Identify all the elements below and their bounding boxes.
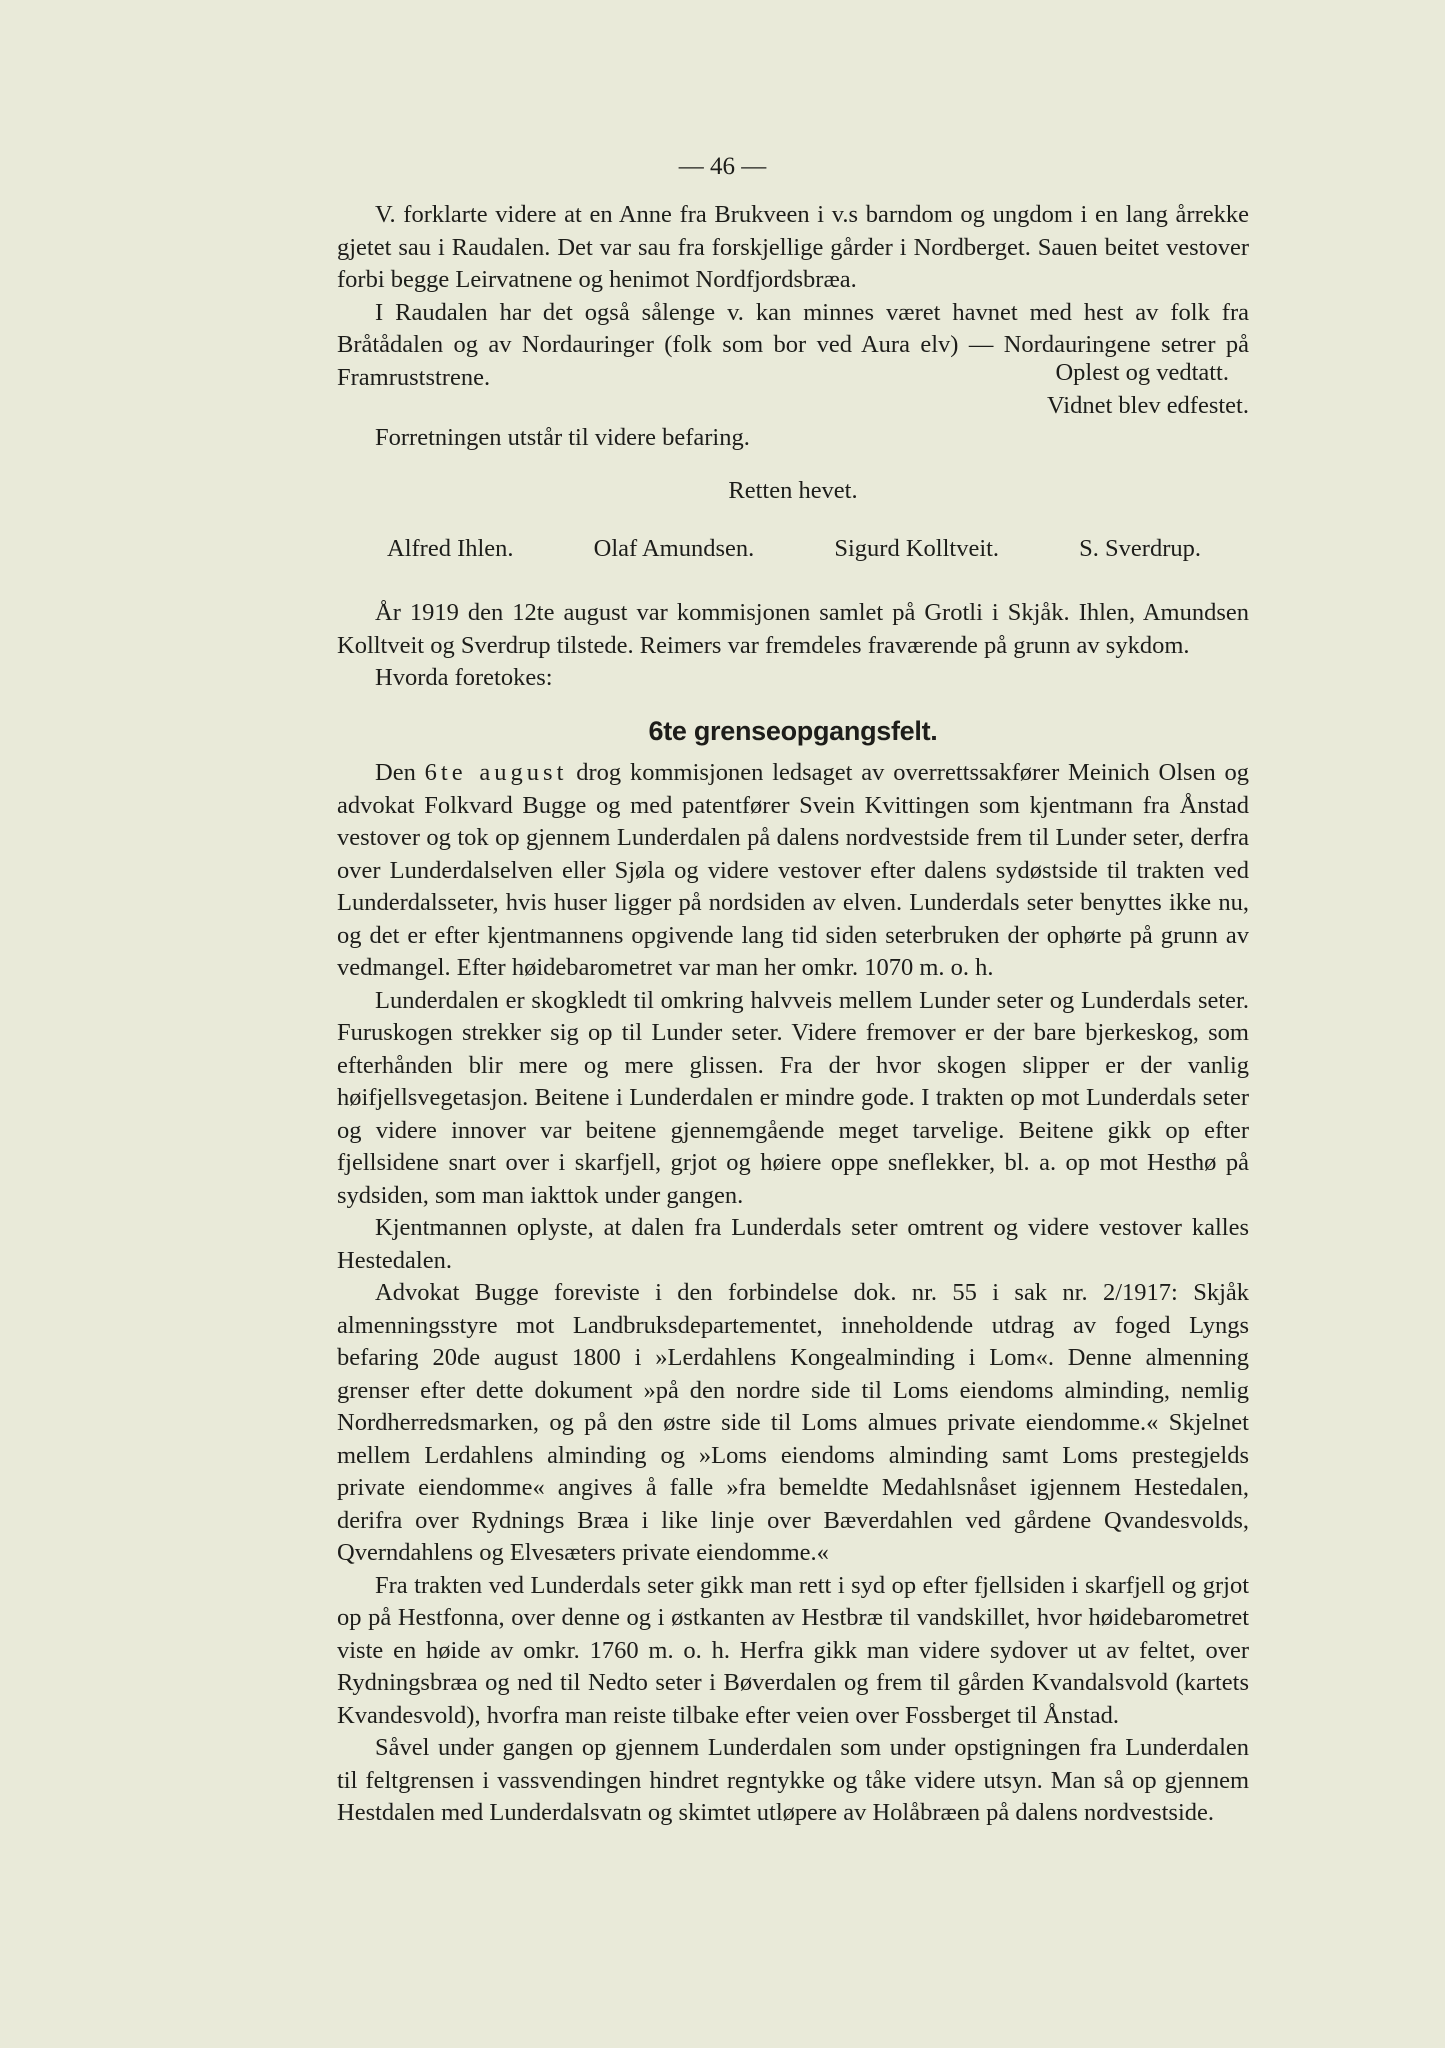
text-rest: drog kommisjonen ledsaget av overrettssakfører Meinich Olsen og advokat Folkvard Bugge og med patentfører Svein Kvittingen som kjentmann fra Ånstad vestover og tok op gjennem Lunderdalen på dalens nordvestside frem til Lunder seter, derfra over Lunderdalselven eller Sjøla og videre vestover efter dalens sydøstside til trakten ved Lunderdalsseter, hvis huser ligger på nordsiden av elven. Lunderdals seter benyttes ikke nu, og det er efter kjentmannens opgivende lang tid siden seterbruken der ophørte på grunn av vedmangel. Efter høidebarometret var man her omkr. 1070 m. o. h. — [337, 759, 1250, 981]
paragraph: Kjentmannen oplyste, at dalen fra Lunderdals seter omtrent og videre vestover kalles Hestedalen. — [337, 1214, 1249, 1274]
paragraph — [337, 757, 1249, 985]
signature: S. Sverdrup. — [1079, 535, 1201, 562]
paragraph: År 1919 den 12te august var kommisjonen samlet på Grotli i Skjåk. Ihlen, Amundsen Kolltveit og Sverdrup tilstede. Reimers var fremdeles fraværende på grunn av sykdom. — [337, 599, 1249, 659]
paragraph: I Raudalen har det også sålenge v. kan minnes været havnet med hest av folk fra Bråtådalen og av Nordauringer (folk som bor ved Aura elv) — Nordauringene setrer på Framruststrene. — [337, 298, 1249, 391]
signature: Alfred Ihlen. — [387, 535, 514, 562]
paragraph: Lunderdalen er skogkledt til omkring halvveis mellem Lunder seter og Lunderdals seter. Furuskogen strekker sig op til Lunder seter. Videre fremover er der bare bjerkeskog, som efterhånden blir mere og mere glissen. Fra der hvor skogen slipper er der vanlig høifjellsvegetasjon. Beitene i Lunderdalen er mindre gode. I trakten op mot Lunderdals seter og videre innover var beitene gjennemgående meget tarvelige. Beitene gikk op efter fjellsidene snart over i skarfjell, grjot og høiere oppe sneflekker, bl. a. op mot Hesthø på sydsiden, som man iakttok under gangen. — [337, 986, 1249, 1209]
paragraph: Såvel under gangen op gjennem Lunderdalen som under opstigningen fra Lunderdalen til feltgrensen i vassvendingen hindret regntykke og tåke videre utsyn. Man så op gjennem Hestdalen med Lunderdalsvatn og skimtet utløpere av Holåbræen på dalens nordvestside. — [337, 1734, 1249, 1826]
oplest-line: Oplest og vedtatt. — [1055, 359, 1229, 386]
spaced-date: 6te august — [424, 759, 568, 786]
closing-lines — [337, 357, 1249, 566]
signature: Sigurd Kolltveit. — [834, 535, 1000, 562]
forretning-line: Forretningen utstår til videre befaring. — [375, 424, 750, 451]
vidnet-line: Vidnet blev edfestet. — [1047, 391, 1249, 419]
section-meeting — [337, 597, 1249, 1830]
paragraph: Hvorda foretokes: — [375, 664, 553, 691]
paragraph: Fra trakten ved Lunderdals seter gikk man rett i syd op efter fjellsiden i skarfjell og grjot op på Hestfonna, over denne og i østkanten av Hestbræ til vandskillet, hvor høidebarometret viste en høide av omkr. 1760 m. o. h. Herfra gikk man videre sydover ut av feltet, over Rydningsbræa og ned til Nedto seter i Bøverdalen og frem til gården Kvandalsvold (kartets Kvandesvold), hvorfra man reiste tilbake efter veien over Fossberget til Ånstad. — [337, 1571, 1249, 1729]
paragraph: V. forklarte videre at en Anne fra Brukveen i v.s barndom og ungdom i en lang årrekke gjetet sau i Raudalen. Det var sau fra forskjellige gårder i Nordberget. Sauen beitet vestover forbi begge Leirvatnene og henimot Nordfjordsbræa. — [337, 201, 1249, 293]
text-lead: Den — [375, 759, 416, 786]
signature: Olaf Amundsen. — [593, 535, 755, 562]
retten-line: Retten hevet. — [728, 476, 858, 504]
paragraph: Advokat Bugge foreviste i den forbindelse dok. nr. 55 i sak nr. 2/1917: Skjåk almenningsstyre mot Landbruksdepartementet, inneholdende utdrag av foged Lyngs befaring 20de august 1800 i »Lerdahlens Kongealminding i Lom«. Denne almenning grenser efter dette dokument »på den nordre side til Loms eiendoms alminding, nemlig Nordherredsmarken, og på den østre side til Loms almues private eiendomme.« Skjelnet mellem Lerdahlens alminding og »Loms eiendoms alminding samt Loms prestegjelds private eiendomme« angives å falle »fra bemeldte Medahlsnåset igjennem Hestedalen, derifra over Rydnings Bræa i like linje over Bæverdahlen ved gårdene Qvandesvolds, Qverndahlens og Elvesæters private eiendomme.« — [337, 1279, 1249, 1566]
page-number: — 46 — — [678, 153, 767, 180]
signature-row — [337, 533, 1249, 566]
section-heading: 6te grenseopgangsfelt. — [648, 715, 938, 746]
